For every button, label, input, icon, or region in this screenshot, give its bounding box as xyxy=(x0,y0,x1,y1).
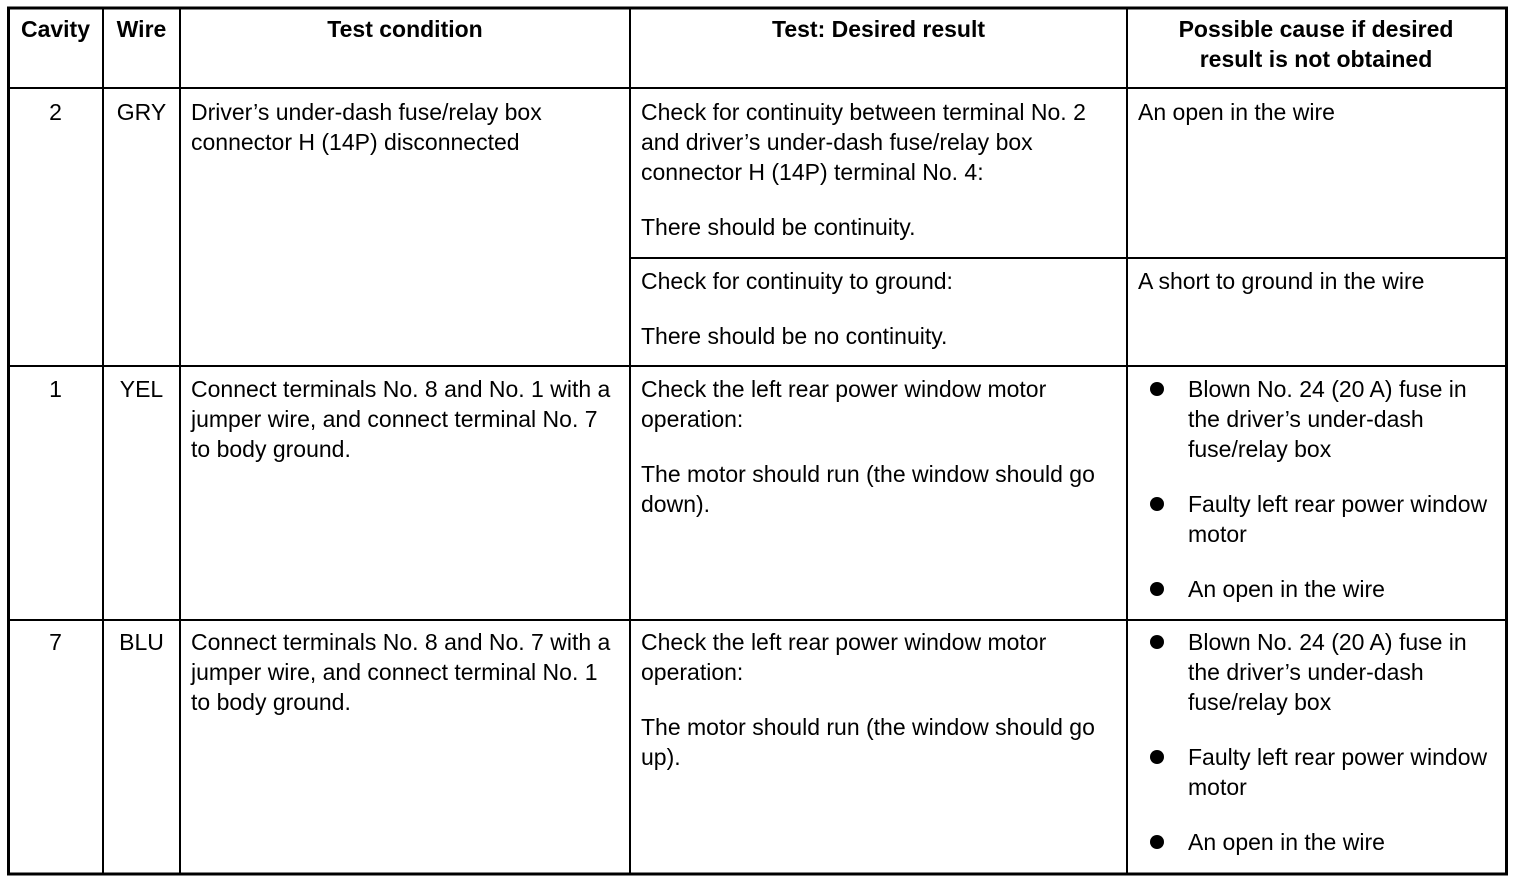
cause-text: Faulty left rear power window motor xyxy=(1188,744,1488,800)
cause-list-item xyxy=(1138,742,1502,802)
header-test-result: Test: Desired result xyxy=(771,16,986,42)
row-3-causes xyxy=(1138,627,1502,857)
cause-text: Blown No. 24 (20 A) fuse in the driver’s under-dash fuse/relay box xyxy=(1188,376,1467,462)
cause-list-item xyxy=(1138,374,1502,464)
cause-text: An open in the wire xyxy=(1188,576,1385,602)
header-wire: Wire xyxy=(116,16,167,42)
bullet-icon xyxy=(1150,750,1164,764)
row-3-result: The motor should run (the window should go up). xyxy=(641,714,1095,770)
bullet-icon xyxy=(1150,382,1164,396)
row-3-cavity: 7 xyxy=(49,629,62,655)
row-3-cause-list xyxy=(1138,627,1502,857)
row-2-result: The motor should run (the window should go down). xyxy=(641,461,1095,517)
row-3-instruction: Check the left rear power window motor operation: xyxy=(641,629,1047,685)
cause-list-item xyxy=(1138,489,1502,549)
row-1-check-1-cause: An open in the wire xyxy=(1138,99,1335,125)
row-3-wire: BLU xyxy=(119,629,164,655)
row-3-condition: Connect terminals No. 8 and No. 7 with a jumper wire, and connect terminal No. 1 to body ground. xyxy=(191,629,611,715)
row-2-wire: YEL xyxy=(119,376,164,402)
row-1-check-2-result: There should be no continuity. xyxy=(641,323,948,349)
bullet-icon xyxy=(1150,835,1164,849)
row-1-check-2-cause: A short to ground in the wire xyxy=(1138,268,1425,294)
bullet-icon xyxy=(1150,497,1164,511)
bullet-icon xyxy=(1150,582,1164,596)
header-possible-cause: Possible cause if desired result is not obtained xyxy=(1178,16,1454,72)
row-2-test xyxy=(641,374,1111,519)
row-1-check-2-instruction: Check for continuity to ground: xyxy=(641,268,953,294)
row-2-causes xyxy=(1138,374,1502,604)
row-2-cause-list xyxy=(1138,374,1502,604)
bullet-icon xyxy=(1150,635,1164,649)
row-1-check-1-instruction: Check for continuity between terminal No. 2 and driver’s under-dash fuse/relay box connector H (14P) terminal No. 4: xyxy=(641,99,1086,185)
row-3-test xyxy=(641,627,1111,772)
row-1-condition: Driver’s under-dash fuse/relay box connector H (14P) disconnected xyxy=(191,99,542,155)
row-1-wire: GRY xyxy=(116,99,167,125)
row-2-condition: Connect terminals No. 8 and No. 1 with a jumper wire, and connect terminal No. 7 to body ground. xyxy=(191,376,611,462)
header-test-condition: Test condition xyxy=(327,16,483,42)
row-1-check-2-test xyxy=(641,266,1121,351)
row-1-check-1-result: There should be continuity. xyxy=(641,214,916,240)
cause-list-item xyxy=(1138,574,1502,604)
row-1-cavity: 2 xyxy=(49,99,62,125)
cause-text: Blown No. 24 (20 A) fuse in the driver’s under-dash fuse/relay box xyxy=(1188,629,1467,715)
row-2-cavity: 1 xyxy=(49,376,62,402)
cause-text: An open in the wire xyxy=(1188,829,1385,855)
row-1-check-1-test xyxy=(641,97,1121,242)
header-cavity: Cavity xyxy=(20,16,91,42)
cause-list-item xyxy=(1138,827,1502,857)
cause-text: Faulty left rear power window motor xyxy=(1188,491,1488,547)
row-2-instruction: Check the left rear power window motor operation: xyxy=(641,376,1047,432)
cause-list-item xyxy=(1138,627,1502,717)
